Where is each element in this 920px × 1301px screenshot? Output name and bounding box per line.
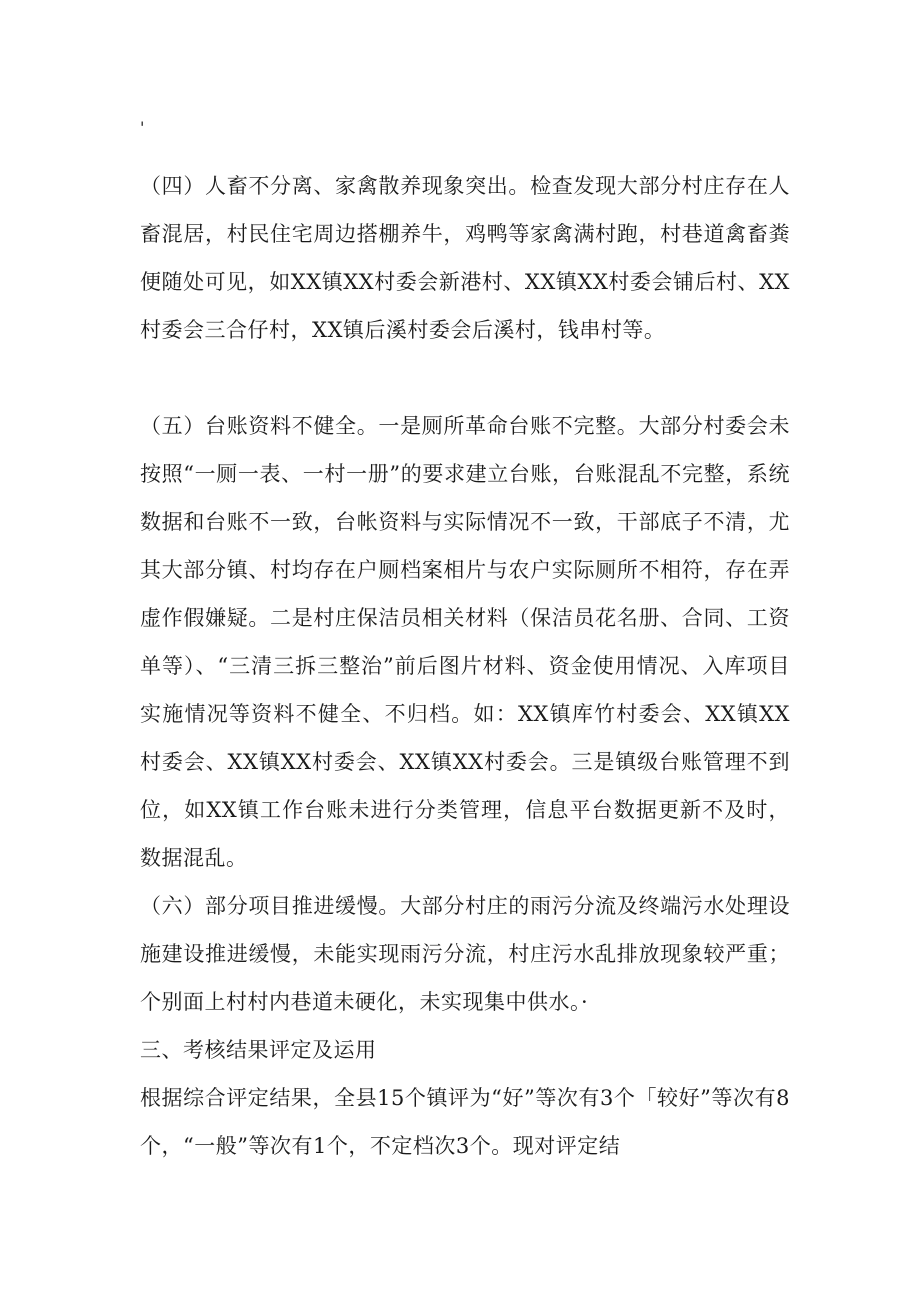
paragraph-livestock: （四）人畜不分离、家禽散养现象突出。检查发现大部分村庄存在人畜混居，村民住宅周边搭棚养牛，鸡鸭等家禽满村跑，村巷道禽畜粪便随处可见，如XX镇XX村委会新港村、XX镇XX村委会铺后村、XX村委会三合仔村，XX镇后溪村委会后溪村，钱串村等。	[140, 174, 790, 342]
paragraph-records: （五）台账资料不健全。一是厕所革命台账不完整。大部分村委会未按照“一厕一表、一村一册”的要求建立台账，台账混乱不完整，系统数据和台账不一致，台帐资料与实际情况不一致，干部底子不清，尤其大部分镇、村均存在户厕档案相片与农户实际厕所不相符，存在弄虚作假嫌疑。二是村庄保洁员相关材料（保洁员花名册、合同、工资单等）、“三清三拆三整治”前后图片材料、资金使用情况、入库项目实施情况等资料不健全、不归档。如：XX镇库竹村委会、XX镇XX村委会、XX镇XX村委会、XX镇XX村委会。三是镇级台账管理不到位，如XX镇工作台账未进行分类管理，信息平台数据更新不及时，数据混乱。	[140, 414, 790, 870]
section-heading: 三、考核结果评定及运用	[140, 1038, 377, 1062]
paragraph-results: 根据综合评定结果，全县15个镇评为“好”等次有3个「较好”等次有8个，“一般”等次有1个，不定档次3个。现对评定结	[140, 1086, 790, 1158]
stray-mark: '	[140, 118, 145, 137]
paragraph-projects: （六）部分项目推进缓慢。大部分村庄的雨污分流及终端污水处理设施建设推进缓慢，未能实现雨污分流，村庄污水乱排放现象较严重；个别面上村村内巷道未硬化，未实现集中供水。·	[140, 894, 790, 1014]
